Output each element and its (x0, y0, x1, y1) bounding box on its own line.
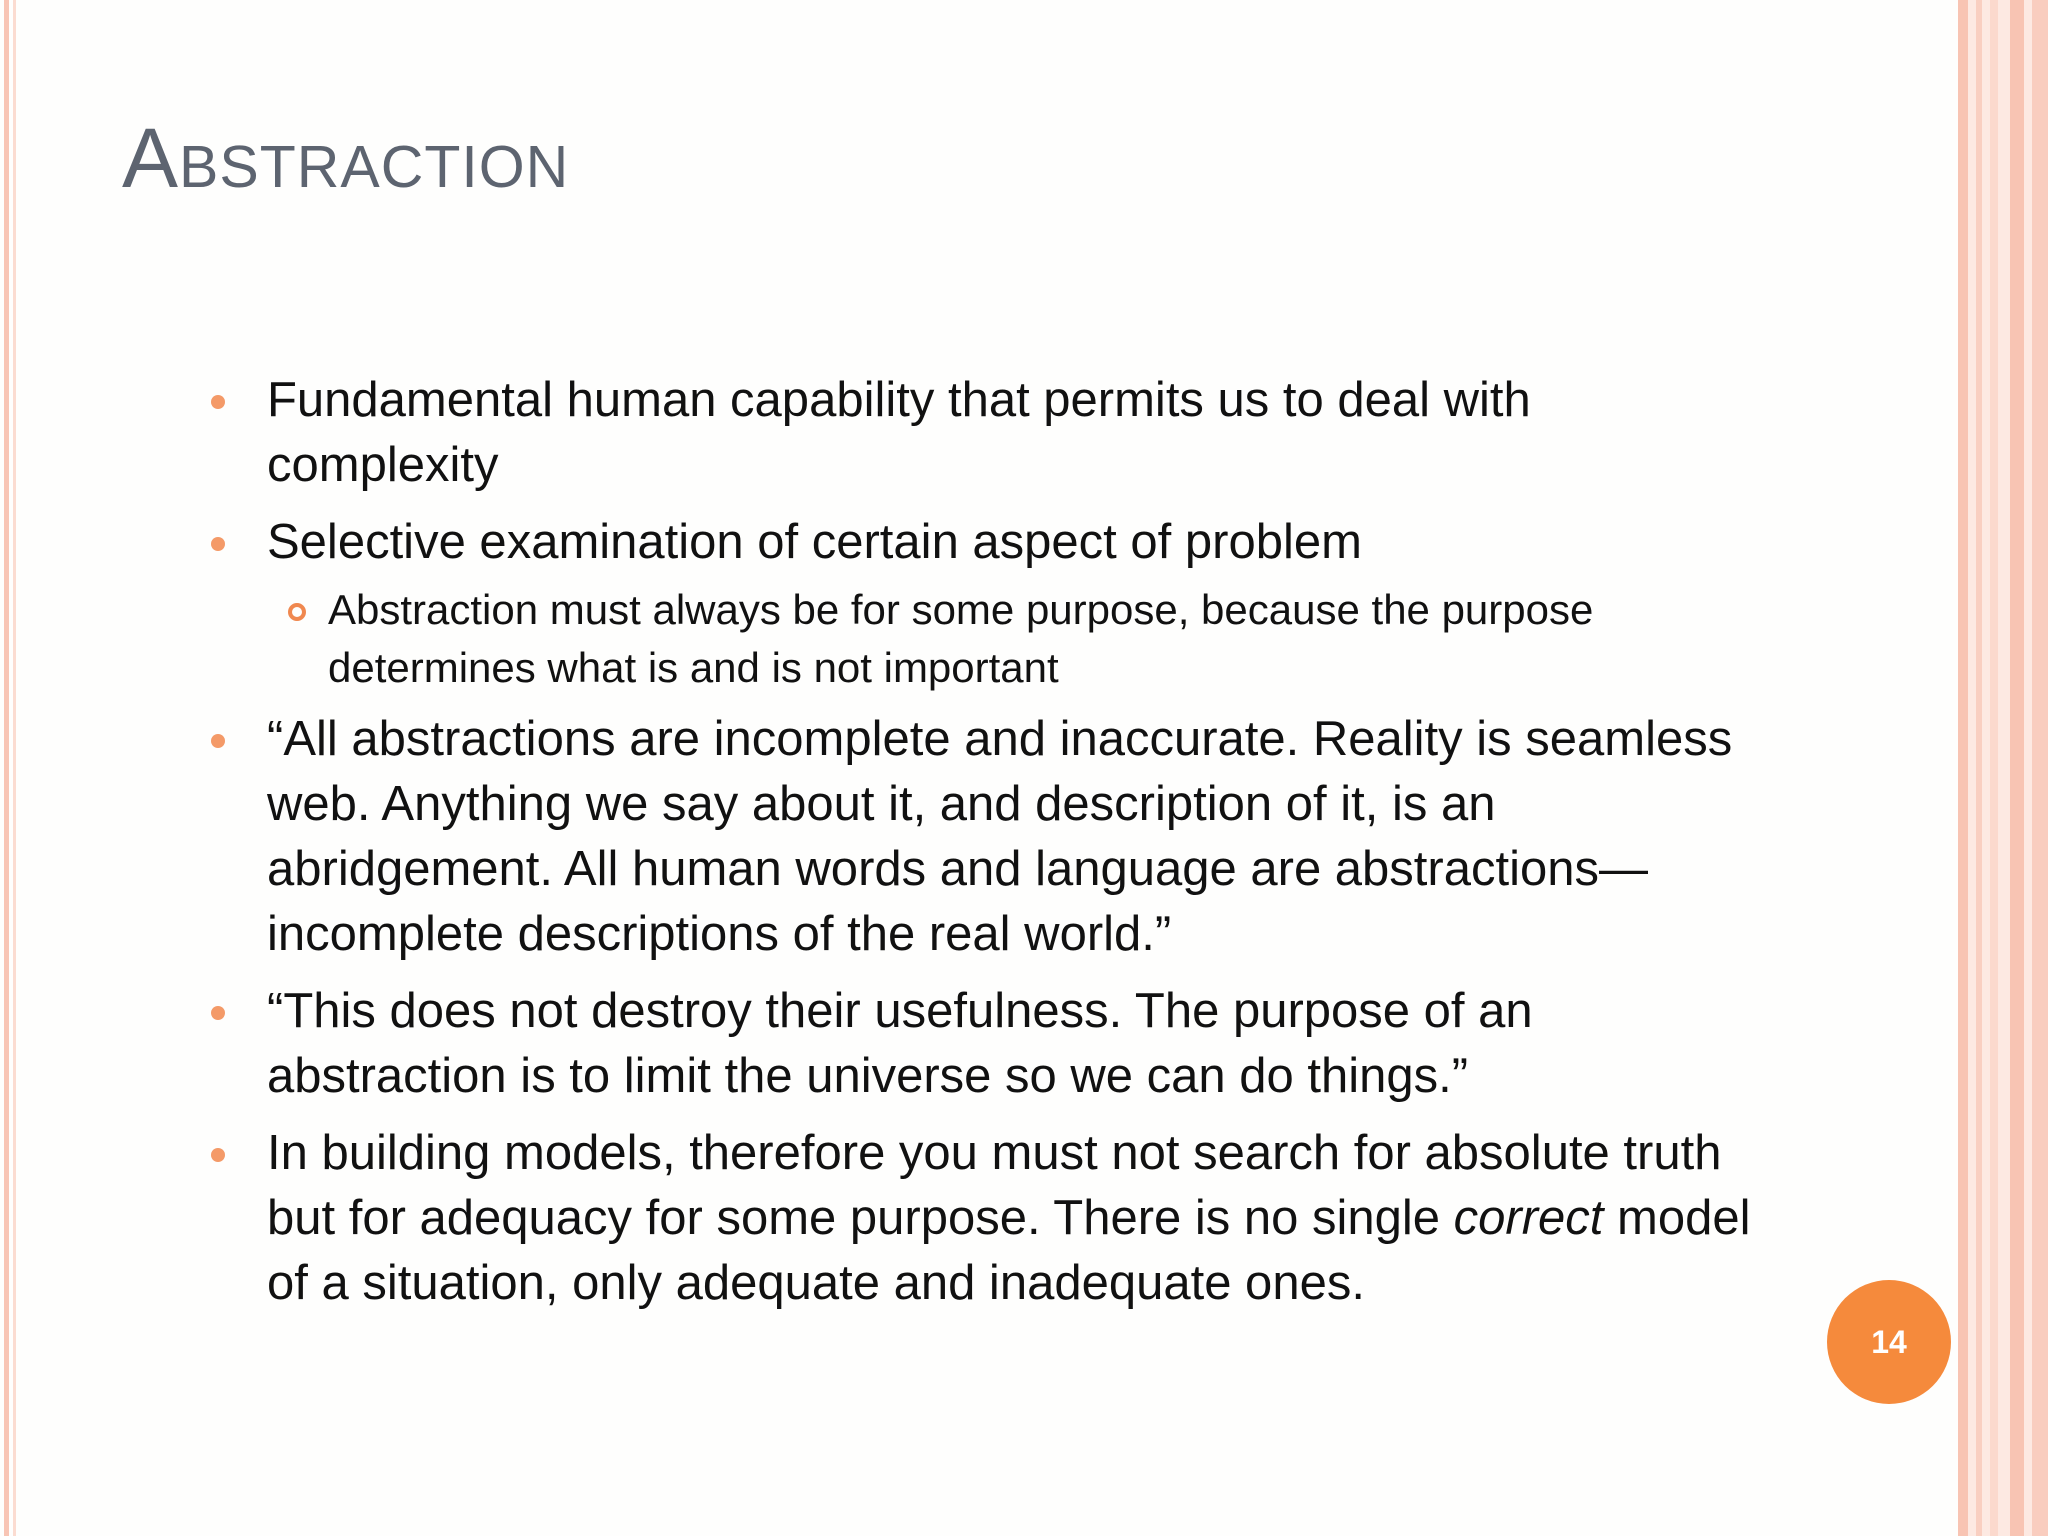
bullet-dot-icon (211, 1006, 225, 1020)
bullet-text: “All abstractions are incomplete and inaccurate. Reality is seamless web. Anything we say about it, and description of it, is an abridgement. All human words and language are abstractions—incomplete descriptions of the real world.” (267, 712, 1733, 961)
bullet-text-before: In building models, therefore you must not search for absolute truth but for adequacy for some purpose. There is no single (267, 1126, 1722, 1245)
right-border-stripe (1958, 0, 1968, 1536)
bullet-text-after: model of a situation, only adequate and inadequate ones. (267, 1191, 1751, 1310)
sub-bullet-text: Abstraction must always be for some purpose, because the purpose determines what is and is not important (328, 586, 1594, 691)
right-border-stripe (2032, 0, 2048, 1536)
sub-bullet-ring-icon (288, 603, 306, 621)
bullet-dot-icon (211, 395, 225, 409)
bullet-dot-icon (211, 734, 225, 748)
right-border-stripe (1976, 0, 1982, 1536)
slide-title: Abstraction (122, 111, 570, 205)
sub-bullet-item (328, 581, 1760, 697)
left-border-line-inner (13, 0, 16, 1536)
bullet-item (200, 707, 1760, 967)
bullet-item (200, 979, 1760, 1109)
left-border-line (4, 0, 9, 1536)
bullet-text: “This does not destroy their usefulness. The purpose of an abstraction is to limit the universe so we can do things.” (267, 984, 1533, 1103)
bullet-dot-icon (211, 537, 225, 551)
bullet-item (200, 1121, 1760, 1316)
bullet-item (200, 368, 1760, 498)
bullet-dot-icon (211, 1148, 225, 1162)
page-number: 14 (1871, 1323, 1907, 1360)
right-border-stripe (1990, 0, 1998, 1536)
bullet-text: Fundamental human capability that permits us to deal with complexity (267, 373, 1531, 492)
bullet-list (200, 368, 1760, 1328)
bullet-text: Selective examination of certain aspect of problem (267, 515, 1362, 569)
bullet-text-emphasis: correct (1453, 1191, 1604, 1245)
right-border-stripe (2010, 0, 2024, 1536)
page-number-badge (1827, 1280, 1951, 1404)
bullet-item (200, 510, 1760, 575)
